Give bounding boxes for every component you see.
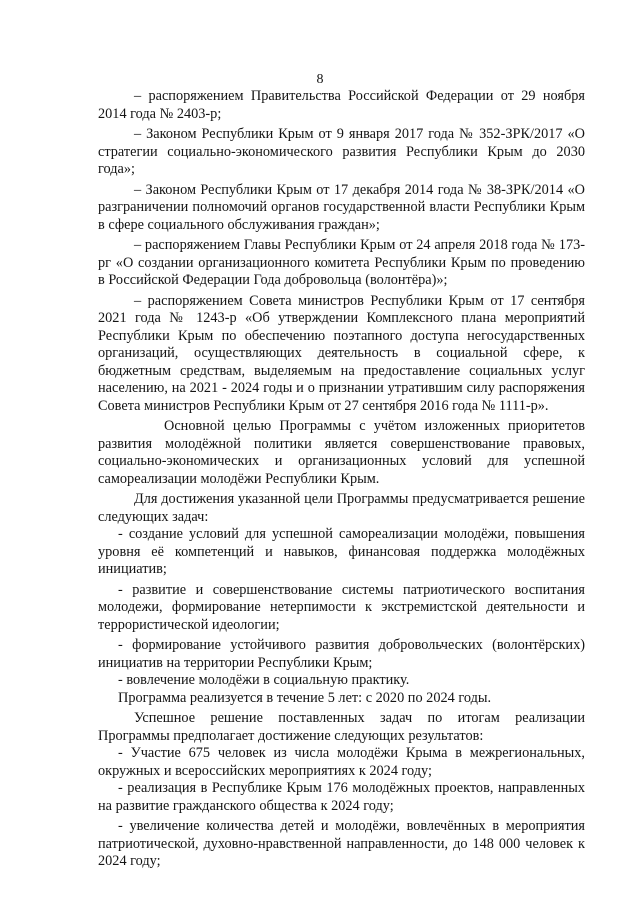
- paragraph-8: - создание условий для успешной самореализации молодёжи, повышения уровня её компетенций и навыков, финансовая поддержка молодёжных инициатив;: [98, 526, 585, 577]
- paragraph-16: - увеличение количества детей и молодёжи, вовлечённых в мероприятия патриотической, духовно-нравственной направленности, до 148 000 человек к 2024 году;: [98, 818, 585, 869]
- paragraph-6: Основной целью Программы с учётом изложенных приоритетов развития молодёжной политики является совершенствование правовых, социально-экономических и организационных условий для успешной самореализации молодёжи Республики Крым.: [98, 418, 585, 487]
- paragraph-14: - Участие 675 человек из числа молодёжи Крыма в межрегиональных, окружных и всероссийских мероприятиях к 2024 году;: [98, 745, 585, 779]
- paragraph-5: – распоряжением Совета министров Республики Крым от 17 сентября 2021 года № 1243-р «Об утверждении Комплексного плана мероприятий Республики Крым по обеспечению поэтапного доступа негосударственных организаций, осуществляющих деятельность в социальной сфере, к бюджетным средствам, выделяемым на предоставление социальных услуг населению, на 2021 - 2024 годы и о признании утратившим силу распоряжения Совета министров Республики Крым от 27 сентября 2016 года № 1111-р».: [98, 292, 585, 414]
- paragraph-4: – распоряжением Главы Республики Крым от 24 апреля 2018 года № 173-рг «О создании организационного комитета Республики Крым по проведению в Российской Федерации Года добровольца (волонтёра)»;: [98, 237, 585, 288]
- paragraph-1: – распоряжением Правительства Российской Федерации от 29 ноября 2014 года № 2403-р;: [98, 88, 585, 122]
- paragraph-10: - формирование устойчивого развития добровольческих (волонтёрских) инициатив на территории Республики Крым;: [98, 637, 585, 671]
- paragraph-11: - вовлечение молодёжи в социальную практику.: [118, 672, 410, 688]
- paragraph-15: - реализация в Республике Крым 176 молодёжных проектов, направленных на развитие гражданского общества к 2024 году;: [98, 780, 585, 814]
- document-body: [98, 88, 585, 871]
- paragraph-13: Успешное решение поставленных задач по итогам реализации Программы предполагает достижение следующих результатов:: [98, 710, 585, 744]
- page-number: 8: [316, 72, 324, 87]
- paragraph-2: – Законом Республики Крым от 9 января 2017 года № 352-ЗРК/2017 «О стратегии социально-экономического развития Республики Крым до 2030 года»;: [98, 126, 585, 177]
- paragraph-7: Для достижения указанной цели Программы предусматривается решение следующих задач:: [98, 491, 585, 525]
- paragraph-12: Программа реализуется в течение 5 лет: с 2020 по 2024 годы.: [118, 689, 492, 706]
- paragraph-9: - развитие и совершенствование системы патриотического воспитания молодежи, формирование нетерпимости к экстремистской деятельности и террористической идеологии;: [98, 581, 585, 633]
- paragraph-3: – Законом Республики Крым от 17 декабря 2014 года № 38-ЗРК/2014 «О разграничении полномочий органов государственной власти Республики Крым в сфере социального обслуживания граждан»;: [98, 181, 585, 233]
